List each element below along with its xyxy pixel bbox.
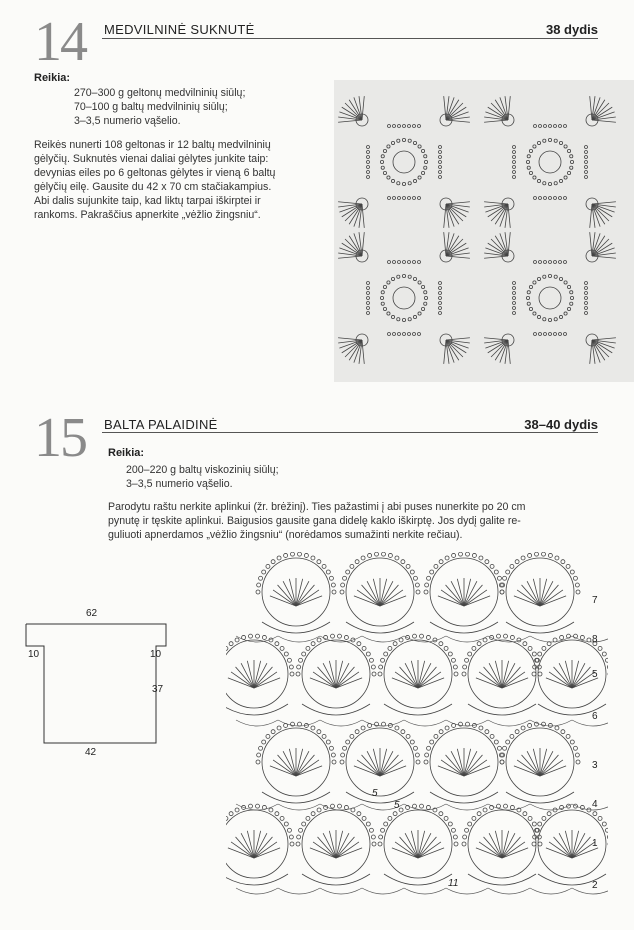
instructions-15 [108, 500, 608, 542]
dim-top: 62 [86, 608, 98, 619]
fan-motif [226, 804, 294, 885]
instruction-line: guliuoti apnerdamos „vėžlio žingsniu“ (norėdamos sumažinti nerkite rečiau). [108, 529, 463, 541]
fan-motif [256, 722, 336, 803]
material-line: 270–300 g geltonų medvilninių siūlų; [74, 87, 246, 99]
header-rule-15 [102, 432, 598, 433]
chain-row [236, 636, 608, 642]
row-label: 7 [592, 595, 598, 606]
instructions-14 [34, 138, 334, 222]
fan-motif [340, 722, 420, 803]
instruction-line: Parodytu raštu nerkite aplinkui (žr. brėžinį). Ties pažastimi į abi puses nunerkite po 20 cm [108, 501, 526, 513]
size-label-15: 38–40 dydis [524, 417, 598, 432]
materials-14 [74, 86, 245, 128]
fan-motif [500, 552, 580, 633]
row-label: 4 [592, 799, 598, 810]
needs-label-14: Reikia: [34, 72, 71, 84]
schematic-outline [18, 600, 198, 770]
instruction-line: Reikės nunerti 108 geltonas ir 12 baltų medvilninių [34, 139, 271, 151]
blouse-schematic [18, 600, 198, 770]
dim-bottom: 42 [85, 747, 97, 758]
instruction-line: devynias eiles po 6 geltonas gėlytes ir vieną 6 baltų [34, 167, 276, 179]
material-line: 3–3,5 numerio vąšelio. [126, 478, 233, 490]
fan-motif [424, 552, 504, 633]
section-title-15: BALTA PALAIDINĖ [104, 417, 218, 432]
fan-motif [378, 804, 458, 885]
fan-motif [462, 634, 542, 715]
row-label: 3 [592, 760, 598, 771]
dim-height: 37 [152, 684, 164, 695]
instruction-line: pynutę ir tęskite aplinkui. Baigusios gausite gana didelę kaklo iškirptę. Jos dydį galite re- [108, 515, 521, 527]
row-label: 8 [592, 634, 598, 645]
row-label: 2 [592, 880, 598, 891]
instruction-line: Abi dalis sujunkite taip, kad liktų tarpai iškirptei ir [34, 195, 261, 207]
dim-right-sleeve: 10 [150, 649, 162, 660]
fan-motif [340, 552, 420, 633]
flower-motif [338, 232, 470, 364]
row-label: 1 [592, 838, 598, 849]
chain-row [236, 804, 608, 810]
needs-label-15: Reikia: [108, 447, 145, 459]
chart-inner-label: 5 [394, 800, 400, 811]
materials-15 [126, 463, 279, 491]
instruction-line: rankoms. Pakraščius apnerkite „vėžlio žingsniu“. [34, 209, 261, 221]
chart-inner-label: 11 [448, 878, 459, 889]
fan-motif [226, 634, 294, 715]
fan-motif [296, 804, 376, 885]
fan-motif [378, 634, 458, 715]
row-label: 6 [592, 711, 598, 722]
section-title-14: MEDVILNINĖ SUKNUTĖ [104, 22, 255, 37]
chart-inner-label: 5 [372, 788, 378, 799]
fan-motif [500, 722, 580, 803]
crochet-chart-15 [226, 552, 608, 912]
flower-motif [484, 96, 616, 228]
section-number-15: 15 [34, 407, 86, 469]
flower-motif [338, 96, 470, 228]
flower-motif [484, 232, 616, 364]
material-line: 3–3,5 numerio vąšelio. [74, 115, 181, 127]
size-label-14: 38 dydis [545, 22, 598, 37]
fan-motif [462, 804, 542, 885]
material-line: 70–100 g baltų medvilninių siūlų; [74, 101, 228, 113]
crochet-chart-14 [334, 80, 634, 382]
chain-row [236, 888, 608, 894]
fan-motif [256, 552, 336, 633]
fan-motif [296, 634, 376, 715]
section-number-14: 14 [34, 11, 86, 73]
row-label: 5 [592, 669, 598, 680]
instruction-line: gėlyčių eilę. Gausite du 42 x 70 cm stačiakampius. [34, 181, 272, 193]
instruction-line: gėlyčių. Suknutės vienai daliai gėlytes junkite taip: [34, 153, 269, 165]
material-line: 200–220 g baltų viskozinių siūlų; [126, 464, 279, 476]
dim-left-sleeve: 10 [28, 649, 40, 660]
header-rule-14 [102, 38, 598, 39]
fan-motif [424, 722, 504, 803]
